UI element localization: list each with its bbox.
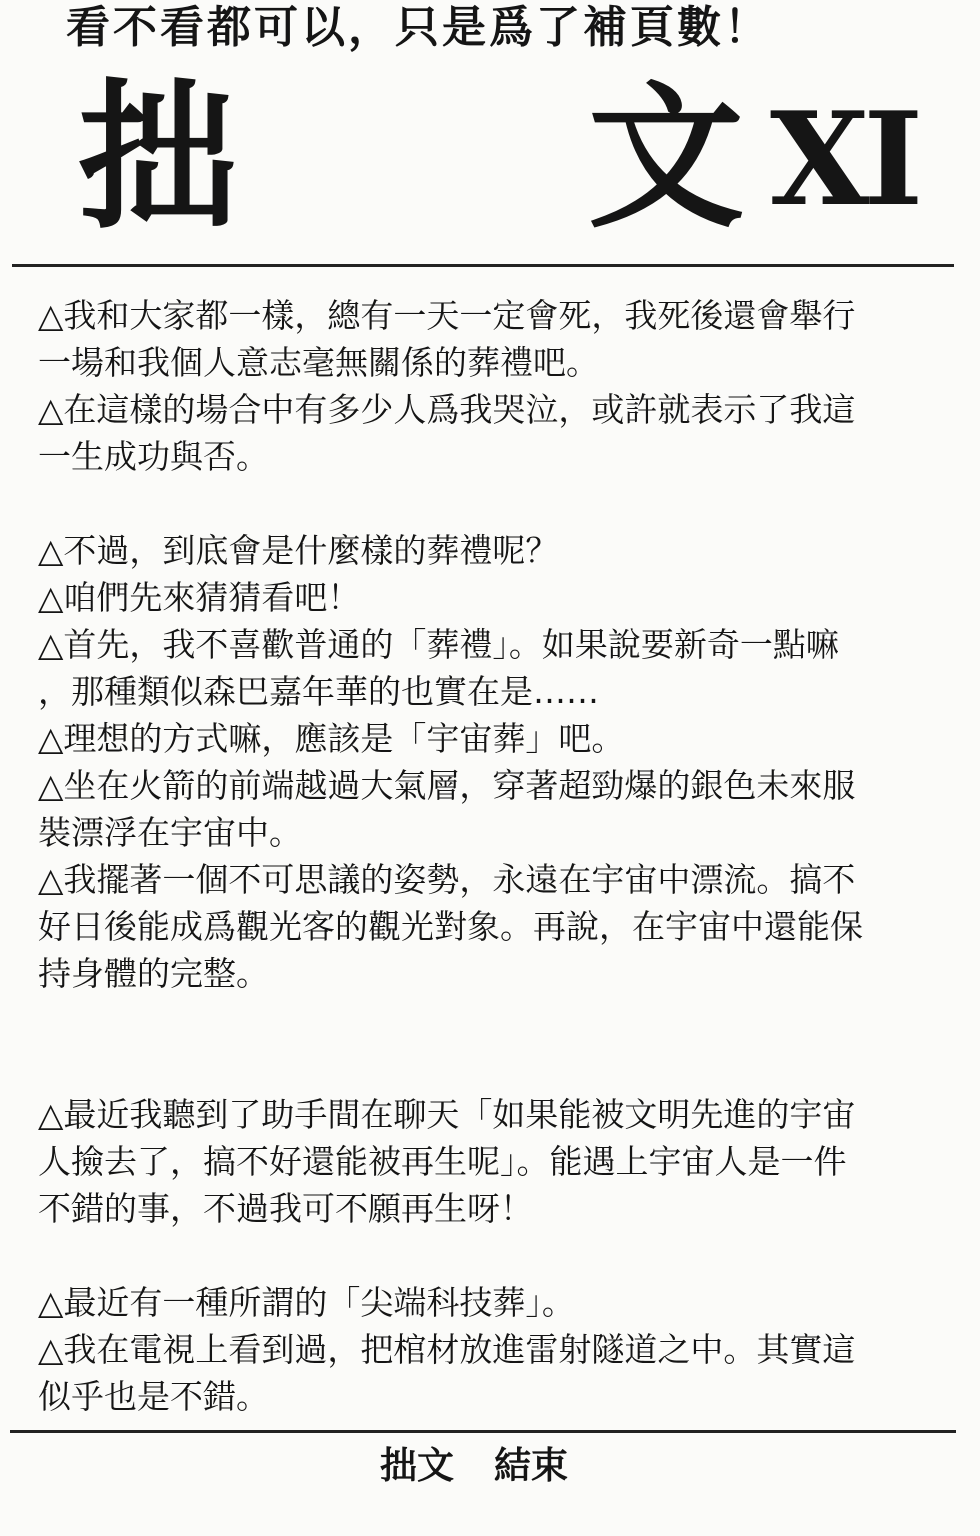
text-line: △首先，我不喜歡普通的「葬禮」。如果說要新奇一點嘛 [38, 625, 839, 664]
paragraph-gap [38, 997, 918, 1044]
text-line: 人撿去了，搞不好還能被再生呢」。能遇上宇宙人是一件 [38, 1142, 847, 1181]
text-line: 不錯的事，不過我可不願再生呀！ [38, 1189, 533, 1228]
bottom-divider [10, 1430, 956, 1433]
text-line: △理想的方式嘛，應該是「宇宙葬」吧。 [38, 719, 625, 758]
text-line: △最近有一種所謂的「尖端科技葬」。 [38, 1283, 575, 1322]
text-line: △我和大家都一樣，總有一天一定會死，我死後還會舉行 [38, 296, 856, 335]
text-line: △坐在火箭的前端越過大氣層，穿著超勁爆的銀色未來服 [38, 766, 856, 805]
text-line: △最近我聽到了助手間在聊天「如果能被文明先進的宇宙 [38, 1095, 856, 1134]
title-char-1: 拙 [78, 64, 239, 251]
title-char-2: 文 [588, 67, 744, 249]
footer-end-note [380, 1438, 568, 1494]
text-line: △我在電視上看到過，把棺材放進雷射隧道之中。其實這 [38, 1330, 856, 1369]
title-numeral: XI [770, 85, 918, 235]
text-line: 好日後能成爲觀光客的觀光對象。再說，在宇宙中還能保 [38, 907, 863, 946]
text-line: 一生成功與否。 [38, 437, 269, 476]
essay-body [38, 292, 918, 1420]
footer-label-2: 結束 [494, 1444, 568, 1487]
paragraph-gap [38, 480, 918, 527]
text-line: △不過，到底會是什麼樣的葬禮呢？ [38, 531, 559, 570]
text-line: 似乎也是不錯。 [38, 1377, 269, 1416]
paragraph-gap [38, 1232, 918, 1279]
page-subtitle: 看不看都可以，只是爲了補頁數！ [66, 2, 771, 53]
text-line: ，那種類似森巴嘉年華的也實在是…… [38, 672, 599, 711]
text-line: △我擺著一個不可思議的姿勢，永遠在宇宙中漂流。搞不 [38, 860, 856, 899]
text-line: 裝漂浮在宇宙中。 [38, 813, 302, 852]
paragraph-gap [38, 1044, 918, 1091]
footer-label-1: 拙文 [380, 1444, 454, 1487]
text-line: △咱們先來猜猜看吧！ [38, 578, 361, 617]
top-divider [12, 264, 954, 267]
text-line: △在這樣的場合中有多少人爲我哭泣，或許就表示了我這 [38, 390, 856, 429]
text-line: 一場和我個人意志毫無關係的葬禮吧。 [38, 343, 599, 382]
text-line: 持身體的完整。 [38, 954, 269, 993]
